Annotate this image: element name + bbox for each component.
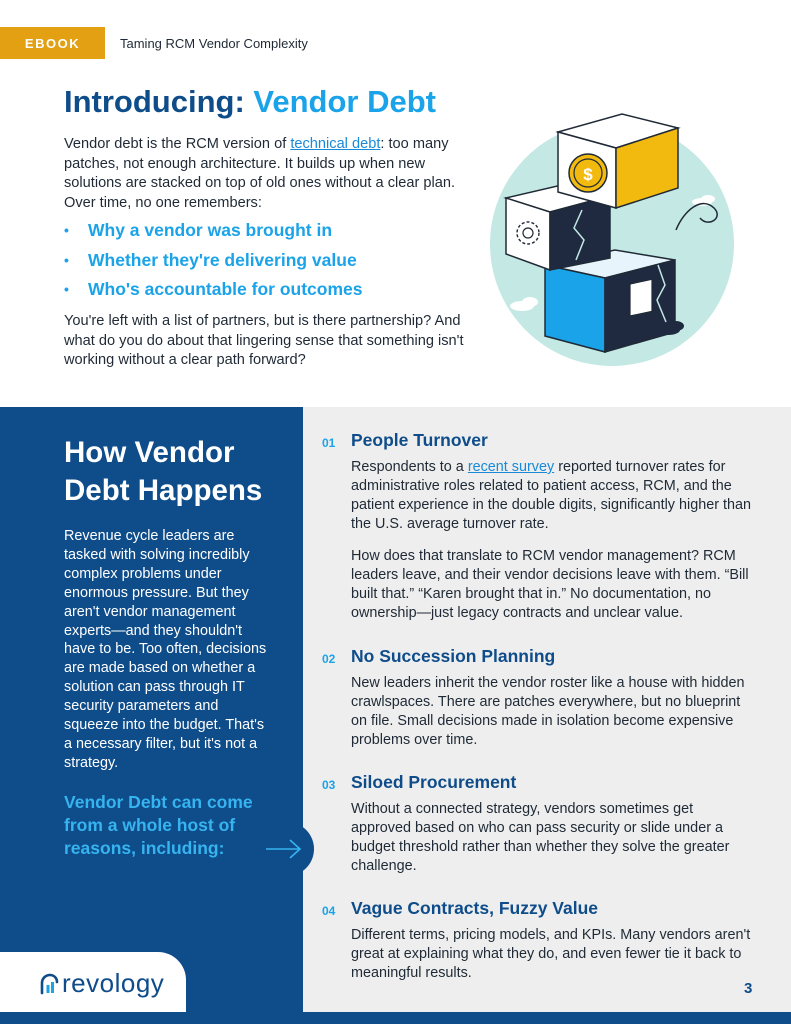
revology-logo-icon bbox=[38, 973, 60, 995]
intro-text-before: Vendor debt is the RCM version of bbox=[64, 136, 291, 152]
svg-text:$: $ bbox=[583, 165, 593, 184]
item-heading: Siloed Procurement bbox=[351, 772, 517, 792]
bullet-item bbox=[64, 277, 484, 307]
ebook-tag-label: EBOOK bbox=[24, 35, 81, 51]
section-heading: How Vendor Debt Happens bbox=[64, 436, 263, 507]
ebook-tag bbox=[0, 27, 105, 59]
item-heading: No Succession Planning bbox=[351, 646, 556, 666]
bullet-dot-icon: • bbox=[64, 251, 69, 268]
section-callout: Vendor Debt can come from a whole host of reasons, including: bbox=[64, 792, 253, 858]
revology-logo bbox=[38, 968, 164, 999]
document-title: Taming RCM Vendor Complexity bbox=[120, 36, 308, 51]
intro-bullet-list bbox=[64, 218, 484, 307]
intro-text-after: : too many patches, not enough architecture. It builds up when new solutions are stacked on top of old ones without a clear plan. Over time, no one remembers: bbox=[64, 136, 456, 211]
bottom-bar bbox=[0, 1012, 791, 1024]
item-paragraph: Different terms, pricing models, and KPIs. Many vendors aren't great at explaining what they do, and even fewer tie it back to meaningful results. bbox=[351, 927, 751, 981]
intro-heading-highlight: Vendor Debt bbox=[253, 84, 436, 119]
bullet-item bbox=[64, 248, 484, 278]
technical-debt-link[interactable]: technical debt bbox=[290, 136, 381, 152]
item-text-before: Respondents to a bbox=[351, 459, 468, 475]
bullet-text: Who's accountable for outcomes bbox=[88, 279, 363, 299]
intro-heading-prefix: Introducing: bbox=[64, 84, 254, 119]
bullet-dot-icon: • bbox=[64, 281, 69, 297]
item-number: 01 bbox=[322, 436, 336, 450]
page-number: 3 bbox=[744, 980, 753, 997]
arrow-right-icon bbox=[264, 838, 304, 860]
item-number: 02 bbox=[322, 652, 336, 666]
item-heading: People Turnover bbox=[351, 430, 488, 450]
item-number: 04 bbox=[322, 904, 336, 918]
vendor-blocks-illustration-icon bbox=[470, 100, 750, 380]
intro-paragraph bbox=[64, 135, 469, 213]
item-paragraph: Without a connected strategy, vendors sometimes get approved based on who can pass security or slide under a budget threshold rather than whether they solve the greater challenge. bbox=[351, 801, 730, 874]
bullet-text: Why a vendor was brought in bbox=[88, 220, 333, 240]
section-body: Revenue cycle leaders are tasked with solving incredibly complex problems under enormous pressure. But they aren't vendor management experts—and they shouldn't have to be. Too often, decisions are made based on whether a solution can pass through IT security parameters and squeeze into the budget. That's a necessary filter, but it's not a strategy. bbox=[64, 528, 267, 771]
item-paragraph-2: How does that translate to RCM vendor management? RCM leaders leave, and their vendor decisions leave with them. “Bill built that.” “Karen brought that in.” No documentation, no ownership—just legacy contracts and unclear value. bbox=[351, 548, 749, 621]
item-number: 03 bbox=[322, 778, 336, 792]
item-paragraph: New leaders inherit the vendor roster like a house with hidden crawlspaces. There are patches everywhere, but no blueprint on file. Small decisions made in isolation become expensive problems over time. bbox=[351, 675, 745, 748]
bullet-item bbox=[64, 218, 484, 248]
recent-survey-link[interactable]: recent survey bbox=[467, 459, 555, 475]
item-text-after: reported turnover rates for administrative roles related to patient access, RCM, and the patient experience in the double digits, significantly higher than the U.S. average turnover rate. bbox=[351, 459, 752, 532]
intro-paragraph-2: You're left with a list of partners, but is there partnership? And what do you do about that lingering sense that something isn't working without a clear path forward? bbox=[64, 313, 464, 368]
bullet-text: Whether they're delivering value bbox=[88, 249, 357, 270]
item-paragraph bbox=[351, 458, 751, 534]
logo-text: revology bbox=[62, 968, 165, 998]
intro-heading bbox=[64, 84, 436, 120]
bullet-dot-icon: • bbox=[64, 222, 69, 238]
item-heading: Vague Contracts, Fuzzy Value bbox=[351, 898, 599, 918]
